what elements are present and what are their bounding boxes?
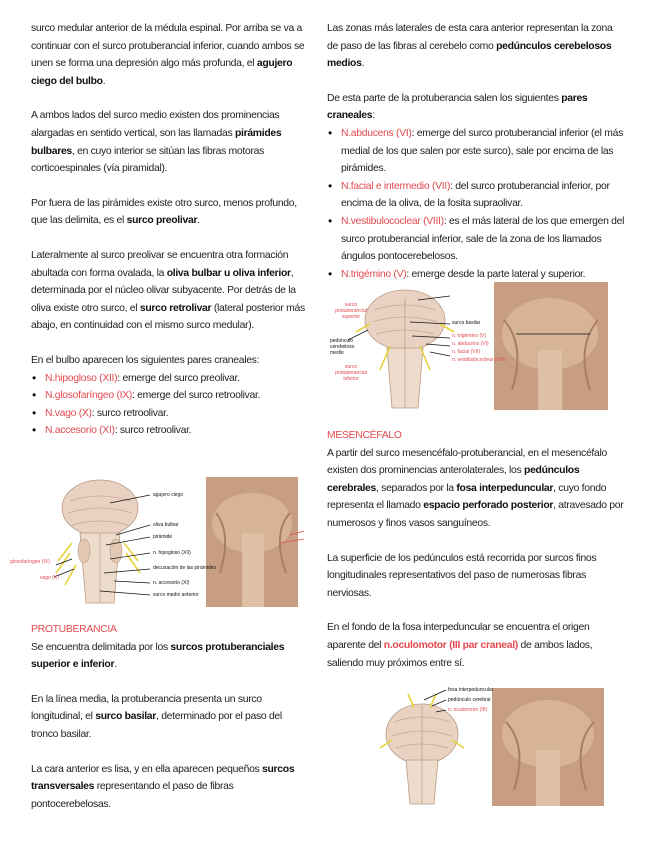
right-column-lower xyxy=(327,427,625,672)
list-item: • N.vestibulococlear (VIII): es el más lateral de los que emergen del surco protuberancial inferior, sale de la zona de los llamados ángulos pontocerebelosos. xyxy=(327,213,625,266)
figure-label: n. accesorio (XI) xyxy=(153,580,190,586)
right-column xyxy=(327,20,625,283)
paragraph-pedunculos-medios: Las zonas más laterales de esta cara anterior representan la zona de paso de las fibras al cerebelo como pedúnculos cerebelosos medios. xyxy=(327,23,613,70)
left-column-lower xyxy=(31,621,309,813)
figure-label: n. oculomotor (III) xyxy=(448,707,488,713)
figure-label: agujero ciego xyxy=(153,492,184,498)
brainstem-midbrain-illustration xyxy=(362,686,614,808)
figure-label: glosofaríngeo (IX) xyxy=(10,559,50,565)
paragraph-oliva: Lateralmente al surco preolivar se encuentra otra formación abultada con forma ovalada, la oliva bulbar u oliva inferior, determinada por el núcleo olivar subyacente. Por detrás de la oliva existe otro surco, el surco retrolivar (lateral posterior más abajo, en continuidad con el mismo surco medular). xyxy=(31,249,305,332)
pons-nerves-list xyxy=(327,125,625,283)
section-heading-mesencefalo: MESENCÉFALO xyxy=(327,430,402,441)
figure-label: oliva bulbar xyxy=(153,522,179,528)
paragraph-pedunculos-cerebrales: A partir del surco mesencéfalo-protuberancial, en el mesencéfalo existen dos prominencias anterolaterales, los pedúnculos cerebrales, separados por la fosa interpeduncular, cuyo fondo representa el llamado espacio perforado posterior, atravesado por numerosos y finos vasos sanguíneos. xyxy=(327,447,624,529)
left-column xyxy=(31,20,309,440)
list-item: • N.abducens (VI): emerge del surco protuberancial inferior (el más medial de los que salen por este surco), sale por encima de las pirámides. xyxy=(327,125,625,178)
paragraph-surco-preolivar: Por fuera de las pirámides existe otro surco, menos profundo, que las delimita, es el surco preolivar. xyxy=(31,197,297,227)
figure-label: pedúnculo cerebeloso medio xyxy=(330,338,355,356)
figure-label: vago (X) xyxy=(40,575,59,581)
figure-label: decusación de las pirámides xyxy=(153,565,217,571)
bulbo-nerves-list xyxy=(31,370,309,440)
list-item: • N.facial e intermedio (VII): del surco protuberancial inferior, por encima de la oliva, de la fosita supraolivar. xyxy=(327,178,625,213)
paragraph-surcos-transversales: La cara anterior es lisa, y en ella aparecen pequeños surcos transversales representando el paso de fibras pontocerebelosas. xyxy=(31,763,295,810)
brainstem-bulbo-figure xyxy=(10,473,310,613)
paragraph-bulbo-intro: surco medular anterior de la médula espinal. Por arriba se va a continuar con el surco protuberancial inferior, cuando ambos se unen se forma una depresión algo más profunda, el agujero ciego del bulbo. xyxy=(31,23,305,87)
paragraph-oculomotor: En el fondo de la fosa interpeduncular se encuentra el origen aparente del n.oculomotor (III par craneal) de ambos lados, saliendo muy próximos entre sí. xyxy=(327,622,593,669)
figure-label: pirámide xyxy=(153,534,173,540)
paragraph-piramides: A ambos lados del surco medio existen dos prominencias alargadas en sentido vertical, son las llamadas pirámides bulbares, en cuyo interior se sitúan las fibras motoras corticoespinales (vía piramidal). xyxy=(31,110,282,175)
section-heading-protuberancia: PROTUBERANCIA xyxy=(31,624,117,635)
paragraph-protuberancia-limites: Se encuentra delimitada por los surcos protuberanciales superior e inferior. xyxy=(31,641,285,671)
figure-label: surco medio anterior xyxy=(153,592,199,598)
list-item: • N.accesorio (XI): surco retroolivar. xyxy=(31,422,309,440)
figure-label: n. abducens (VI) xyxy=(452,341,489,347)
list-item: • N.hipogloso (XII): emerge del surco preolivar. xyxy=(31,370,309,388)
figure-label: n. trigémino (V) xyxy=(452,333,487,339)
figure-label: surco basilar xyxy=(452,320,481,326)
list-item: • N.vago (X): surco retroolivar. xyxy=(31,405,309,423)
list-item: • N.glosofaríngeo (IX): emerge del surco retroolivar. xyxy=(31,387,309,405)
figure-label: surco protuberancial inferior xyxy=(335,364,367,382)
brainstem-midbrain-figure xyxy=(362,686,614,808)
paragraph-pares-protuberancia: De esta parte de la protuberancia salen los siguientes pares craneales: xyxy=(327,92,588,122)
list-item: • N.trigémino (V): emerge desde la parte lateral y superior. xyxy=(327,266,625,284)
paragraph-superficie-pedunculos: La superficie de los pedúnculos está recorrida por surcos finos longitudinales representativos del paso de numerosas fibras nerviosas. xyxy=(327,552,597,599)
brainstem-pons-figure xyxy=(330,280,622,412)
figure-label: n. hipogloso (XII) xyxy=(153,550,191,556)
figure-label: n. facial (VII) xyxy=(452,349,481,355)
bulbo-nerves-intro: En el bulbo aparecen los siguientes pares craneales: xyxy=(31,354,260,366)
paragraph-surco-basilar: En la línea media, la protuberancia presenta un surco longitudinal, el surco basilar, determinado por el paso del tronco basilar. xyxy=(31,693,282,740)
figure-label: surco protuberancial superior xyxy=(335,302,367,320)
figure-label: pedúnculo cerebral xyxy=(448,697,491,703)
figure-label: fosa interpeduncular xyxy=(448,687,494,693)
figure-label: n. vestibulococlear (VIII) xyxy=(452,357,506,363)
